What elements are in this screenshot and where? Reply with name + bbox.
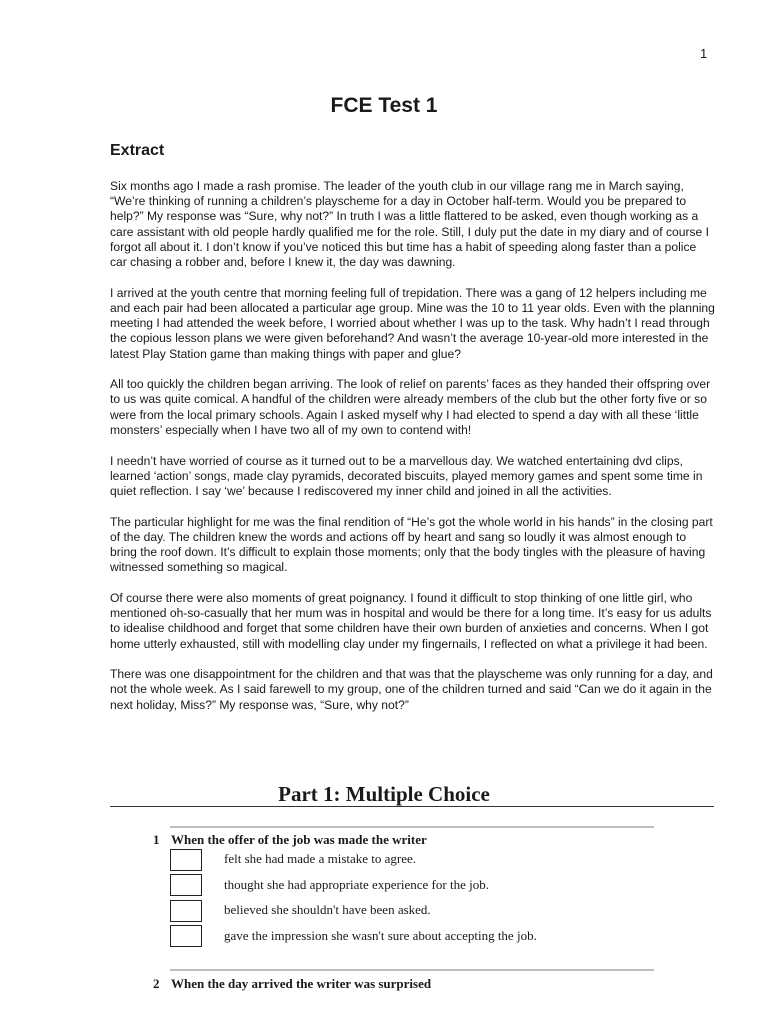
paragraph: All too quickly the children began arriving. The look of relief on parents’ faces as they handed their offspring over to us was quite comical. A handful of the children were already members of the club but the other forty five or so were from the local primary schools. Again I asked myself why I had elected to spend a day with all these ‘little monsters’ especially when I have two all of my own to contend with! [110, 377, 711, 437]
paragraph: The particular highlight for me was the final rendition of “He’s got the whole world in his hands” in the closing part of the day. The children knew the words and actions off by heart and sang so loudly it was almost enough to bring the roof down. It’s difficult to explain those moments; only that the body tingles with the pleasure of having witnessed something so magical. [110, 514, 713, 575]
paragraph: Of course there were also moments of great poignancy. I found it difficult to stop thinking of one little girl, who mentioned oh-so-casually that her mum was in hospital and would be there for a long time. It’s easy for us adults to idealise childhood and forget that some children have their own burden of anxieties and concerns. When I got home utterly exhausted, still with modelling clay under my fingernails, I reflected on what a privilege it had been. [110, 590, 712, 651]
question-stem: When the day arrived the writer was surprised [171, 976, 432, 991]
part-divider [110, 806, 714, 807]
paragraph: There was one disappointment for the children and that was that the playscheme was only running for a day, and not the whole week. As I said farewell to my group, one of the children turned and said “Can we do it again in the next holiday, Miss?” My response was, “Sure, why not?” [110, 667, 713, 712]
document-title: FCE Test 1 [330, 94, 438, 117]
part-title: Part 1: Multiple Choice [278, 782, 490, 806]
paragraph: I needn’t have worried of course as it turned out to be a marvellous day. We watched entertaining dvd clips, learned ‘action’ songs, made clay pyramids, decorated biscuits, played memory games and spent some time in quiet reflection. I say ‘we’ because I rediscovered my inner child and joined in all the activities. [110, 453, 703, 498]
answer-checkbox[interactable] [170, 925, 202, 947]
answer-checkbox[interactable] [170, 849, 202, 871]
answer-option: believed she shouldn't have been asked. [224, 902, 431, 917]
answer-option: felt she had made a mistake to agree. [224, 851, 417, 866]
question-stem: When the offer of the job was made the writer [171, 832, 427, 847]
paragraph: I arrived at the youth centre that morning feeling full of trepidation. There was a gang of 12 helpers including me and each pair had been allocated a particular age group. Mine was the 10 to 11 year olds. Even with the planning meeting I had attended the week before, I worried about whether I was up to the task. Why hadn’t I read through the copious lesson plans we were given beforehand? And wasn’t the average 10-year-old more interested in the latest Play Station game than making things with paper and glue? [110, 285, 715, 361]
question-divider [170, 826, 654, 828]
extract-text [110, 179, 716, 728]
question-number: 2 [153, 976, 160, 991]
paragraph: Six months ago I made a rash promise. The leader of the youth club in our village rang me in March saying, “We’re thinking of running a children’s playscheme for a day in October half-term. Would you be prepared to help?” My response was “Sure, why not?” In truth I was a little flattered to be asked, even though working as a care assistant with old people hardly qualified me for the role. Still, I duly put the date in my diary and of course I forgot all about it. I don’t know if you’ve noticed this but time has a habit of speeding along faster than a police car chasing a robber and, before I knew it, the day was dawning. [110, 179, 709, 270]
answer-option: gave the impression she wasn't sure about accepting the job. [224, 928, 537, 943]
answer-checkbox[interactable] [170, 874, 202, 896]
question-number: 1 [153, 832, 160, 847]
question-divider [170, 969, 654, 971]
section-heading: Extract [110, 142, 165, 159]
answer-checkbox[interactable] [170, 900, 202, 922]
answer-option: thought she had appropriate experience for the job. [224, 877, 489, 892]
page-number: 1 [700, 46, 708, 61]
